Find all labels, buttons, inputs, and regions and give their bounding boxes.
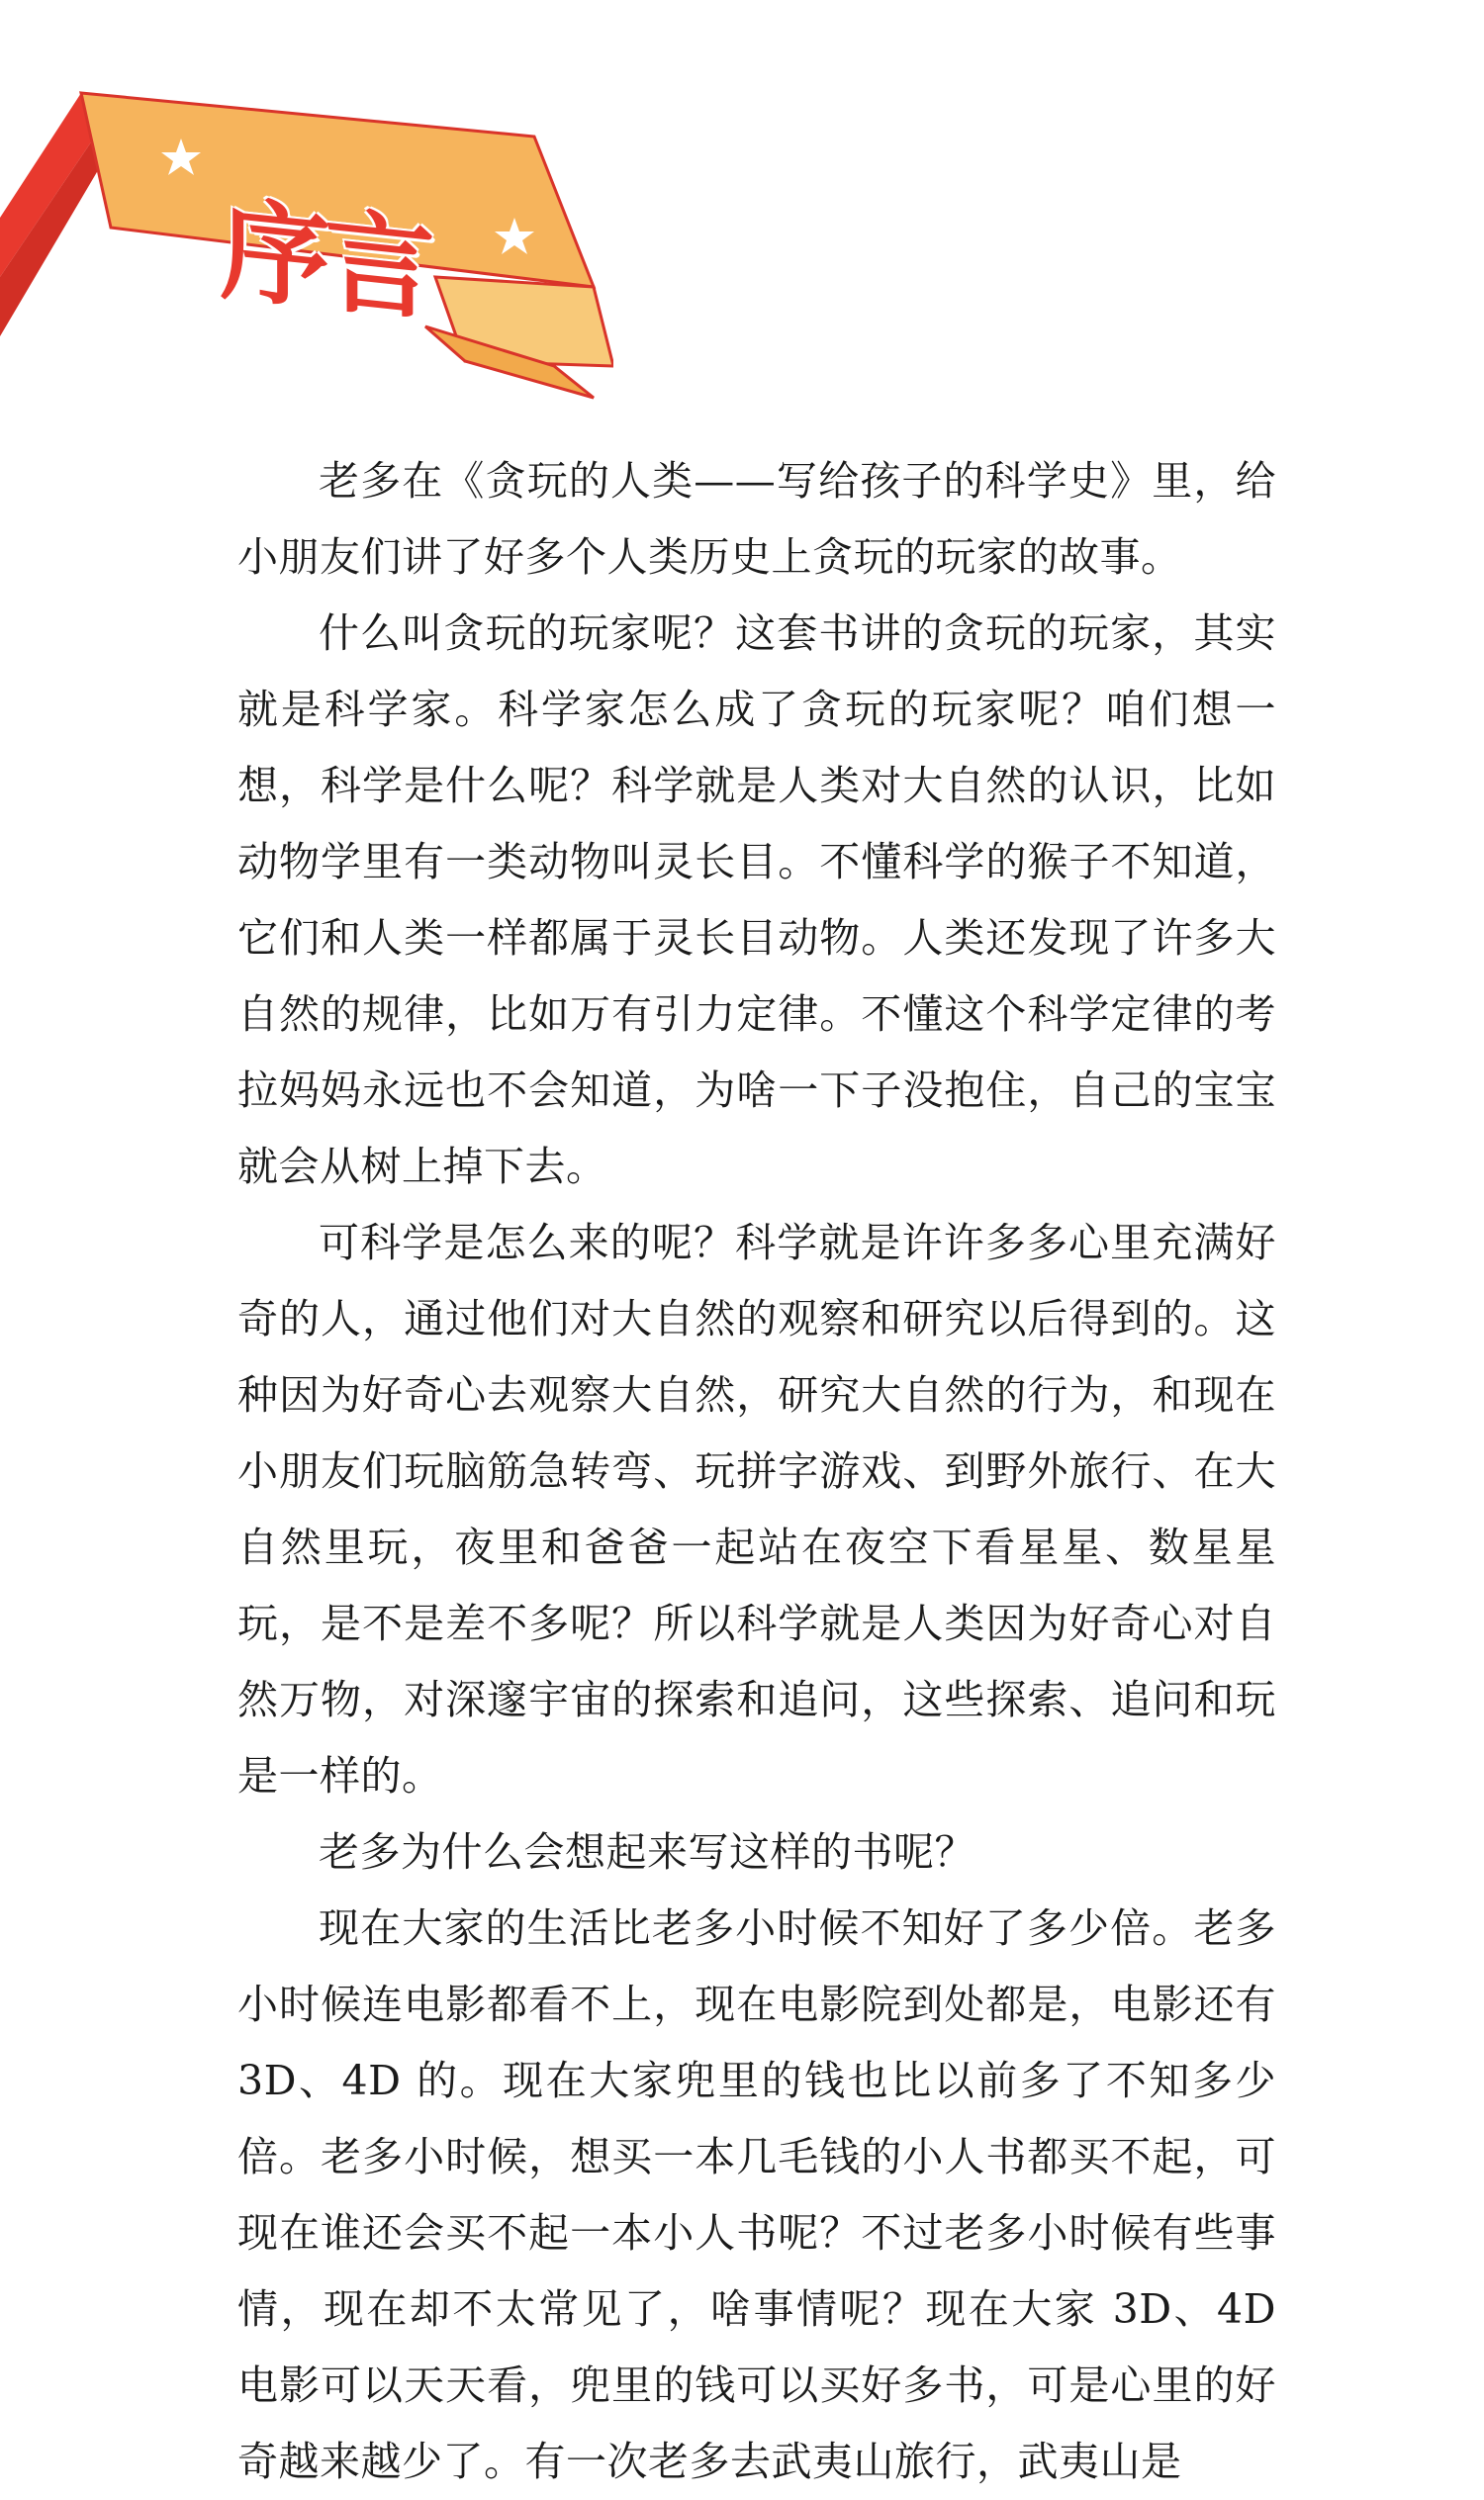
paragraph-2: 什么叫贪玩的玩家呢？这套书讲的贪玩的玩家，其实就是科学家。科学家怎么成了贪玩的玩家呢？咱们想一想，科学是什么呢？科学就是人类对大自然的认识，比如动物学里有一类动物叫灵长目。不懂科学的猴子不知道，它们和人类一样都属于灵长目动物。人类还发现了许多大自然的规律，比如万有引力定律。不懂这个科学定律的考拉妈妈永远也不会知道，为啥一下子没抱住，自己的宝宝就会从树上掉下去。	[237, 609, 1276, 1190]
paragraph-1: 老多在《贪玩的人类——写给孩子的科学史》里，给小朋友们讲了好多个人类历史上贪玩的玩家的故事。	[237, 457, 1276, 581]
preface-body	[237, 443, 1276, 2500]
preface-title: 序言	[220, 185, 429, 337]
paragraph-3: 可科学是怎么来的呢？科学就是许许多多心里充满好奇的人，通过他们对大自然的观察和研究以后得到的。这种因为好奇心去观察大自然，研究大自然的行为，和现在小朋友们玩脑筋急转弯、玩拼字游戏、到野外旅行、在大自然里玩，夜里和爸爸一起站在夜空下看星星、数星星玩，是不是差不多呢？所以科学就是人类因为好奇心对自然万物，对深邃宇宙的探索和追问，这些探索、追问和玩是一样的。	[237, 1219, 1276, 1800]
paragraph-4: 老多为什么会想起来写这样的书呢？	[319, 1828, 975, 1876]
paragraph-5: 现在大家的生活比老多小时候不知好了多少倍。老多小时候连电影都看不上，现在电影院到处都是，电影还有 3D、4D 的。现在大家兜里的钱也比以前多了不知多少倍。老多小时候，想买一本几毛钱的小人书都买不起，可现在谁还会买不起一本小人书呢？不过老多小时候有些事情，现在却不太常见了，啥事情呢？现在大家 3D、4D 电影可以天天看，兜里的钱可以买好多书，可是心里的好奇越来越少了。有一次老多去武夷山旅行，武夷山是	[237, 1904, 1276, 2485]
preface-ribbon-banner	[0, 79, 613, 435]
